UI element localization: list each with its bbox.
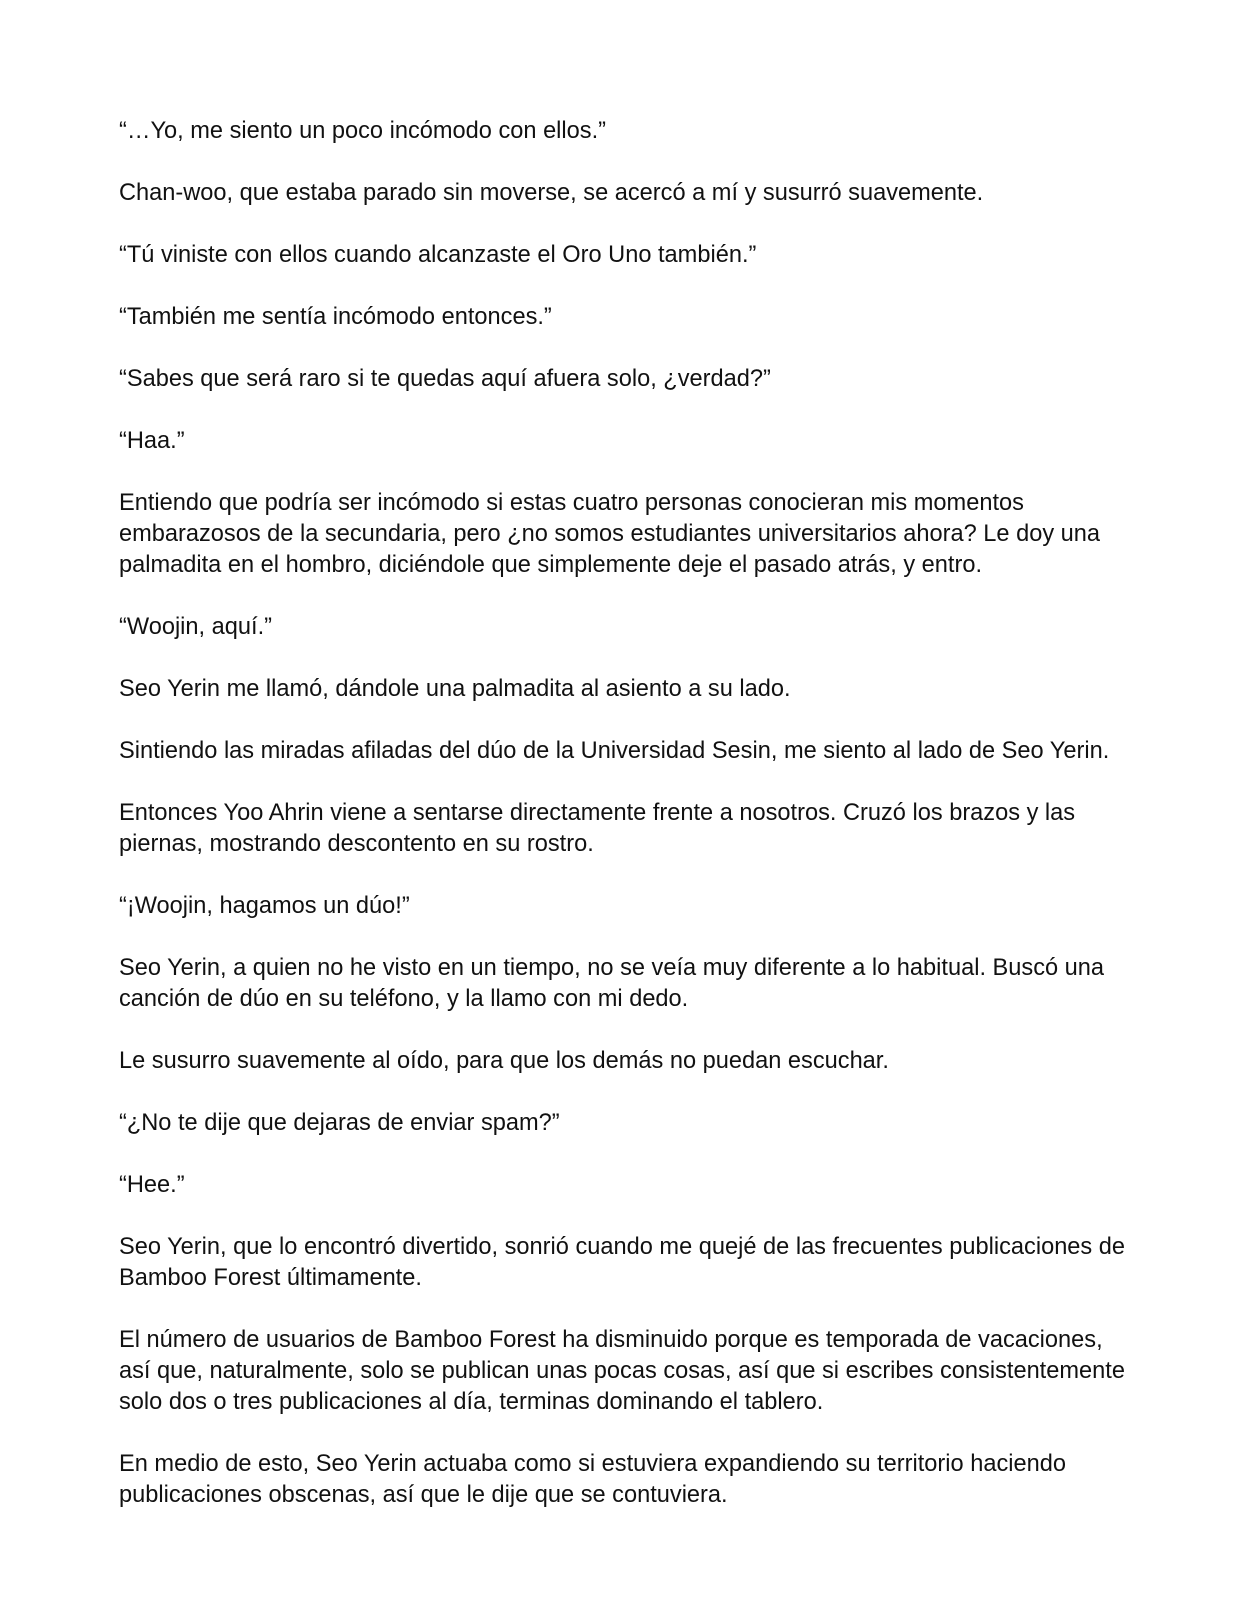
- paragraph-15: “¿No te dije que dejaras de enviar spam?”: [119, 1110, 560, 1136]
- paragraph-6: “Haa.”: [119, 428, 185, 454]
- paragraph-8: “Woojin, aquí.”: [119, 614, 272, 640]
- paragraph-3: “Tú viniste con ellos cuando alcanzaste el Oro Uno también.”: [119, 242, 757, 268]
- document-body: [119, 116, 1129, 1542]
- paragraph-9: Seo Yerin me llamó, dándole una palmadita al asiento a su lado.: [119, 676, 791, 702]
- paragraph-12: “¡Woojin, hagamos un dúo!”: [119, 893, 410, 919]
- paragraph-11: Entonces Yoo Ahrin viene a sentarse directamente frente a nosotros. Cruzó los brazos y las piernas, mostrando descontento en su rostro.: [119, 800, 1076, 857]
- paragraph-19: En medio de esto, Seo Yerin actuaba como si estuviera expandiendo su territorio haciendo publicaciones obscenas, así que le dije que se contuviera.: [119, 1451, 1066, 1508]
- paragraph-7: Entiendo que podría ser incómodo si estas cuatro personas conocieran mis momentos embarazosos de la secundaria, pero ¿no somos estudiantes universitarios ahora? Le doy una palmadita en el hombro, diciéndole que simplemente deje el pasado atrás, y entro.: [119, 490, 1101, 578]
- paragraph-14: Le susurro suavemente al oído, para que los demás no puedan escuchar.: [119, 1048, 889, 1074]
- paragraph-18: El número de usuarios de Bamboo Forest ha disminuido porque es temporada de vacaciones, así que, naturalmente, solo se publican unas pocas cosas, así que si escribes consistentemente solo dos o tres publicaciones al día, terminas dominando el tablero.: [119, 1327, 1125, 1415]
- paragraph-2: Chan-woo, que estaba parado sin moverse, se acercó a mí y susurró suavemente.: [119, 180, 984, 206]
- paragraph-4: “También me sentía incómodo entonces.”: [119, 304, 552, 330]
- paragraph-13: Seo Yerin, a quien no he visto en un tiempo, no se veía muy diferente a lo habitual. Buscó una canción de dúo en su teléfono, y la llamo con mi dedo.: [119, 955, 1105, 1012]
- paragraph-10: Sintiendo las miradas afiladas del dúo de la Universidad Sesin, me siento al lado de Seo Yerin.: [119, 738, 1110, 764]
- paragraph-17: Seo Yerin, que lo encontró divertido, sonrió cuando me quejé de las frecuentes publicaciones de Bamboo Forest últimamente.: [119, 1234, 1126, 1291]
- paragraph-5: “Sabes que será raro si te quedas aquí afuera solo, ¿verdad?”: [119, 366, 771, 392]
- paragraph-1: “…Yo, me siento un poco incómodo con ellos.”: [119, 118, 607, 144]
- paragraph-16: “Hee.”: [119, 1172, 185, 1198]
